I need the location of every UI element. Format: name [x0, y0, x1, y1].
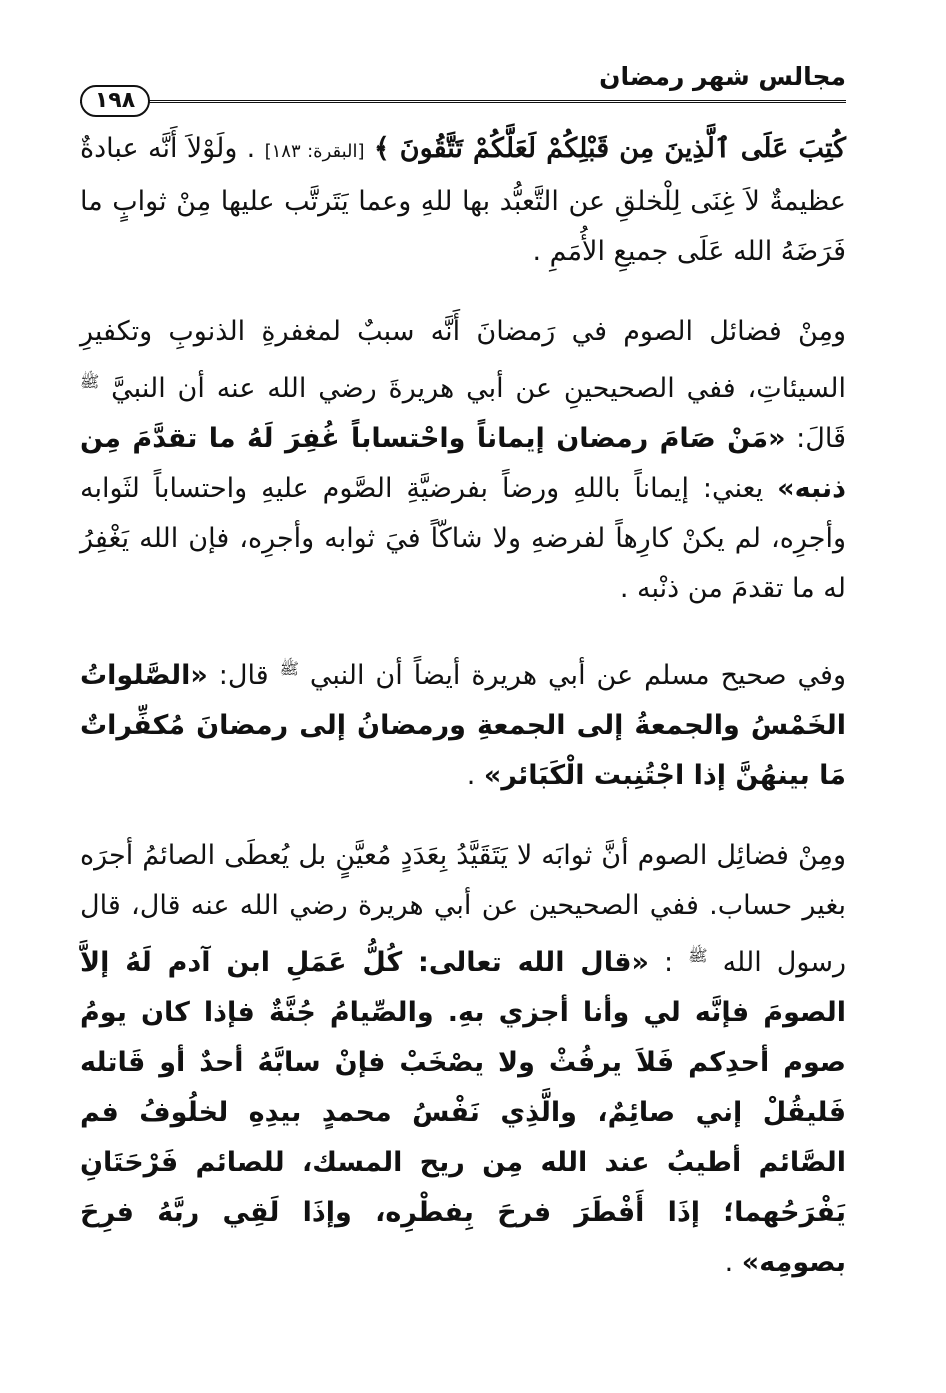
paragraph-verse	[80, 124, 846, 277]
paragraph-text: قال:	[218, 660, 269, 691]
page-header	[80, 62, 846, 113]
hadith-quote: «قال الله تعالى: كُلُّ عَمَلِ ابن آدم لَهُ إلاَّ الصومَ فإنَّه لي وأنا أجزي بهِ. والصِّيامُ جُنَّةٌ فإذا كان يومُ صوم أحدِكم فَلاَ يرفُثْ ولا يصْخَبْ فإنْ سابَّهُ أحدٌ أو قَاتله فَليقُلْ إني صائِمٌ، والَّذِي نَفْسُ محمدٍ بيدِهِ لخلُوفُ فم الصَّائم أطيبُ عند الله مِن ريح المسك، للصائم فَرْحَتَانِ يَفْرَحُهما؛ إذَا أَفْطَرَ فرحَ بِفطْرِه، وإذَا لَقِي ربَّهُ فرِحَ بصومِه»	[80, 947, 846, 1278]
paragraph-text: ومِنْ فضائل الصوم في رَمضانَ أَنَّه سببٌ لمغفرةِ الذنوبِ وتكفيرِ السيئاتِ، ففي الصحيحينِ عن أبي هريرةَ رضي الله عنه أن النبيَّ	[80, 316, 846, 404]
quran-verse: كُتِبَ عَلَى ٱلَّذِينَ مِن قَبْلِكُمْ لَعَلَّكُمْ تَتَّقُونَ ﴾	[373, 133, 846, 164]
paragraph-text: .	[466, 760, 476, 791]
hadith-quote: «الصَّلواتُ الخَمْسُ والجمعةُ إلى الجمعةِ ورمضانُ إلى رمضانَ مُكفِّراتٌ مَا بينهُنَّ إذا اجْتُنِبت الْكَبَائر»	[80, 660, 846, 791]
salutation-symbol: ﷺ	[688, 946, 708, 965]
paragraph-reward	[80, 831, 846, 1288]
salutation-symbol: ﷺ	[80, 372, 100, 391]
hadith-quote: «مَنْ صَامَ رمضان إيماناً واحْتساباً غُفِرَ لَهُ ما تقدَّمَ مِن ذنبه»	[80, 423, 847, 504]
paragraph-text: :	[664, 947, 674, 978]
paragraph-text: وفي صحيح مسلم عن أبي هريرة أيضاً أن النبي	[309, 660, 846, 691]
page-number: ١٩٨	[80, 85, 150, 117]
page-body	[80, 124, 846, 1288]
paragraph-five-prayers	[80, 644, 846, 801]
book-title: مجالس شهر رمضان	[599, 62, 846, 91]
paragraph-text: قَالَ:	[796, 423, 846, 454]
paragraph-text: يعني: إيماناً باللهِ ورضاً بفرضيَّةِ الصَّوم عليهِ واحتساباً لثَوابه وأجرِه، لم يكنْ كارِهاً لفرضهِ ولا شاكّاً فيَ ثوابه وأجرِه، فإن الله يَغْفِرُ له ما تقدمَ من ذنْبه .	[80, 473, 846, 604]
paragraph-text: .	[724, 1247, 734, 1278]
paragraph-text: . ولَوْلاَ أَنَّه عبادةٌ عظيمةٌ لاَ غِنَى لِلْخلقِ عن التَّعبُّد بها للهِ وعما يَتَرتَّب عليها مِنْ ثوابٍ ما فَرَضَهُ الله عَلَى جميعِ الأُمَمِ .	[80, 133, 846, 267]
verse-reference: [البقرة: ١٨٣]	[264, 141, 365, 162]
paragraph-text: ومِنْ فضائِل الصوم أنَّ ثوابَه لا يَتَقَيَّدُ بِعَدَدٍ مُعيَّنٍ بل يُعطَى الصائمُ أجرَه بغير حساب. ففي الصحيحين عن أبي هريرة رضي الله عنه قال، قال رسول الله	[80, 840, 846, 978]
paragraph-forgiveness	[80, 307, 846, 614]
header-rule	[80, 100, 846, 103]
salutation-symbol: ﷺ	[279, 659, 299, 678]
